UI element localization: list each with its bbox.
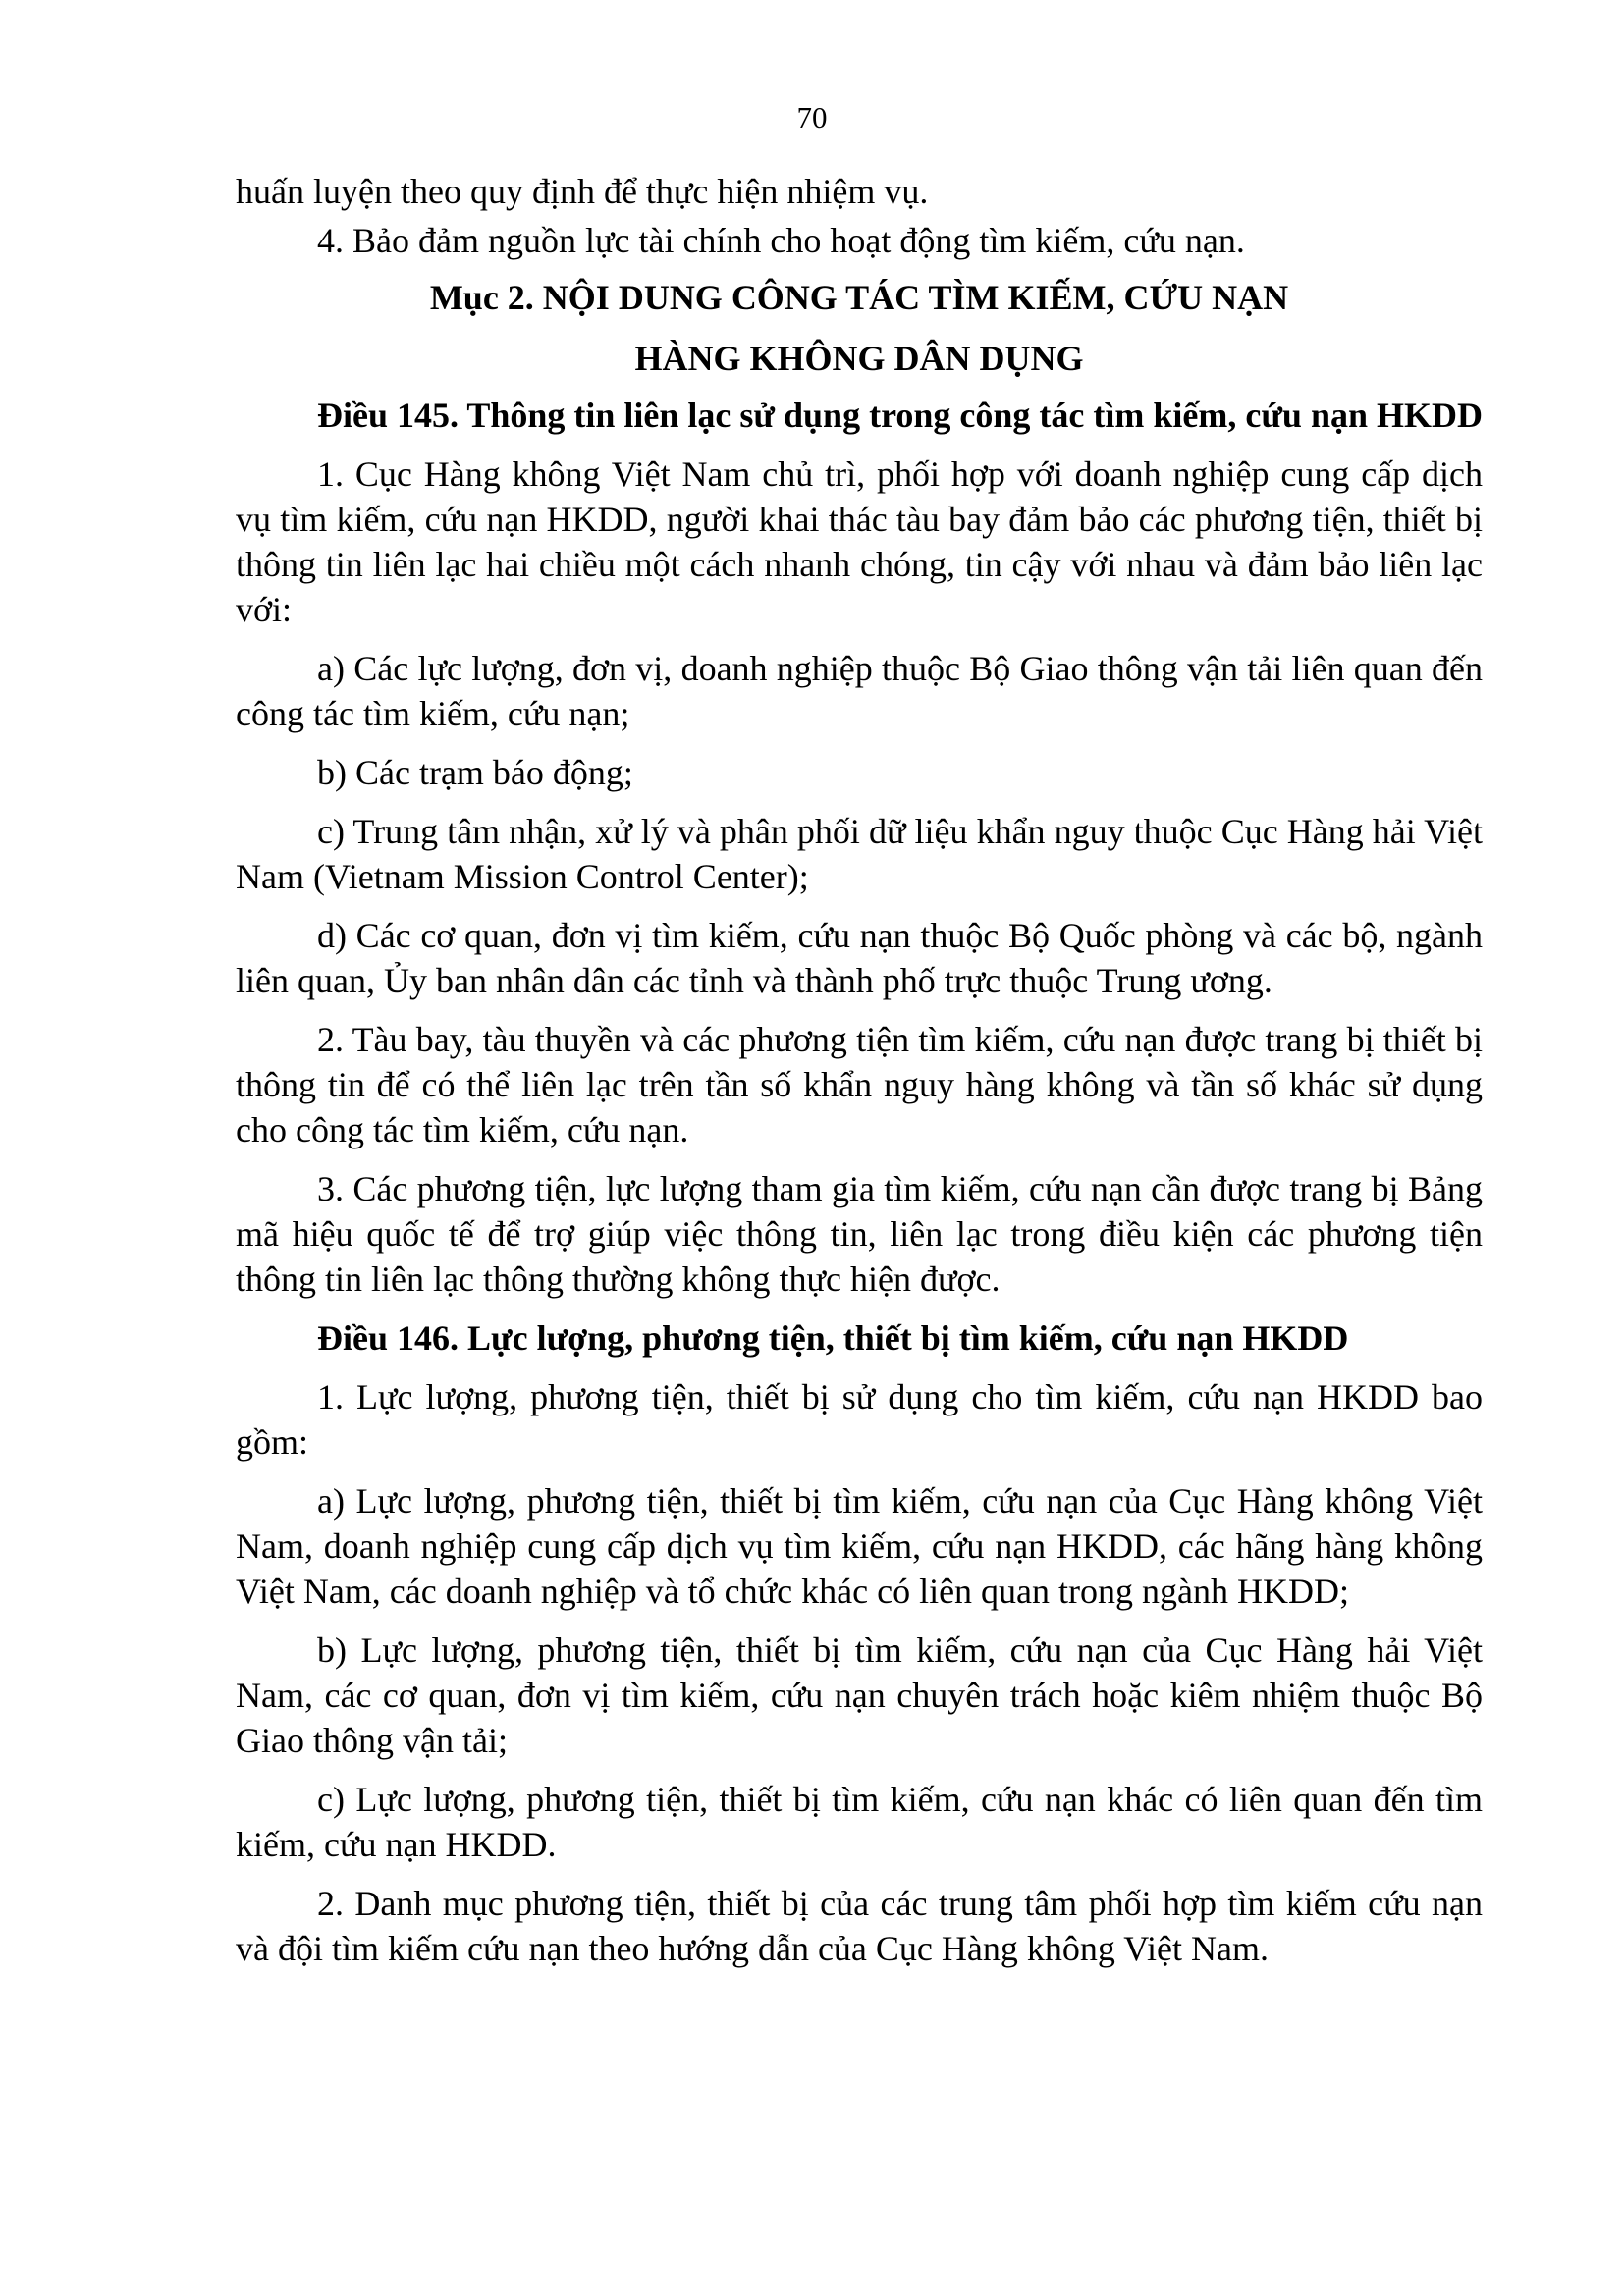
section-title-line-2: HÀNG KHÔNG DÂN DỤNG <box>634 339 1084 378</box>
page-number: 70 <box>796 100 828 134</box>
article-145-clause-1: 1. Cục Hàng không Việt Nam chủ trì, phối hợp với doanh nghiệp cung cấp dịch vụ tìm kiếm, cứu nạn HKDD, người khai thác tàu bay đảm bảo các phương tiện, thiết bị thông tin liên lạc hai chiều một cách nhanh chóng, tin cậy với nhau và đảm bảo liên lạc với: <box>236 454 1483 629</box>
article-145-clause-1c: c) Trung tâm nhận, xử lý và phân phối dữ liệu khẩn nguy thuộc Cục Hàng hải Việt Nam (Vietnam Mission Control Center); <box>236 812 1483 896</box>
article-146-clause-1: 1. Lực lượng, phương tiện, thiết bị sử dụng cho tìm kiếm, cứu nạn HKDD bao gồm: <box>236 1377 1483 1462</box>
article-145-clause-1d: d) Các cơ quan, đơn vị tìm kiếm, cứu nạn thuộc Bộ Quốc phòng và các bộ, ngành liên quan, Ủy ban nhân dân các tỉnh và thành phố trực thuộc Trung ương. <box>236 916 1483 1000</box>
article-146-clause-1c: c) Lực lượng, phương tiện, thiết bị tìm kiếm, cứu nạn khác có liên quan đến tìm kiếm, cứu nạn HKDD. <box>236 1780 1483 1864</box>
article-145-title: Điều 145. Thông tin liên lạc sử dụng trong công tác tìm kiếm, cứu nạn HKDD <box>317 396 1483 435</box>
article-145-clause-2: 2. Tàu bay, tàu thuyền và các phương tiện tìm kiếm, cứu nạn được trang bị thiết bị thông tin để có thể liên lạc trên tần số khẩn nguy hàng không và tần số khác sử dụng cho công tác tìm kiếm, cứu nạn. <box>236 1020 1483 1149</box>
article-145-clause-3: 3. Các phương tiện, lực lượng tham gia tìm kiếm, cứu nạn cần được trang bị Bảng mã hiệu quốc tế để trợ giúp việc thông tin, liên lạc trong điều kiện các phương tiện thông tin liên lạc thông thường không thực hiện được. <box>236 1169 1483 1299</box>
article-145-clause-1a: a) Các lực lượng, đơn vị, doanh nghiệp thuộc Bộ Giao thông vận tải liên quan đến công tác tìm kiếm, cứu nạn; <box>236 649 1483 733</box>
section-title-line-1: Mục 2. NỘI DUNG CÔNG TÁC TÌM KIẾM, CỨU NẠN <box>429 278 1289 317</box>
article-146-clause-2: 2. Danh mục phương tiện, thiết bị của các trung tâm phối hợp tìm kiếm cứu nạn và đội tìm kiếm cứu nạn theo hướng dẫn của Cục Hàng không Việt Nam. <box>236 1884 1483 1968</box>
article-146-title: Điều 146. Lực lượng, phương tiện, thiết bị tìm kiếm, cứu nạn HKDD <box>317 1318 1349 1358</box>
article-146-clause-1b: b) Lực lượng, phương tiện, thiết bị tìm kiếm, cứu nạn của Cục Hàng hải Việt Nam, các cơ quan, đơn vị tìm kiếm, cứu nạn chuyên trách hoặc kiêm nhiệm thuộc Bộ Giao thông vận tải; <box>236 1630 1483 1760</box>
article-146-clause-1a: a) Lực lượng, phương tiện, thiết bị tìm kiếm, cứu nạn của Cục Hàng không Việt Nam, doanh nghiệp cung cấp dịch vụ tìm kiếm, cứu nạn HKDD, các hãng hàng không Việt Nam, các doanh nghiệp và tổ chức khác có liên quan trong ngành HKDD; <box>236 1481 1483 1611</box>
paragraph-continuation: huấn luyện theo quy định để thực hiện nhiệm vụ. <box>236 172 929 211</box>
article-145-clause-1b: b) Các trạm báo động; <box>317 753 633 792</box>
document-body <box>236 169 1483 1985</box>
paragraph-item-4: 4. Bảo đảm nguồn lực tài chính cho hoạt động tìm kiếm, cứu nạn. <box>317 221 1245 260</box>
